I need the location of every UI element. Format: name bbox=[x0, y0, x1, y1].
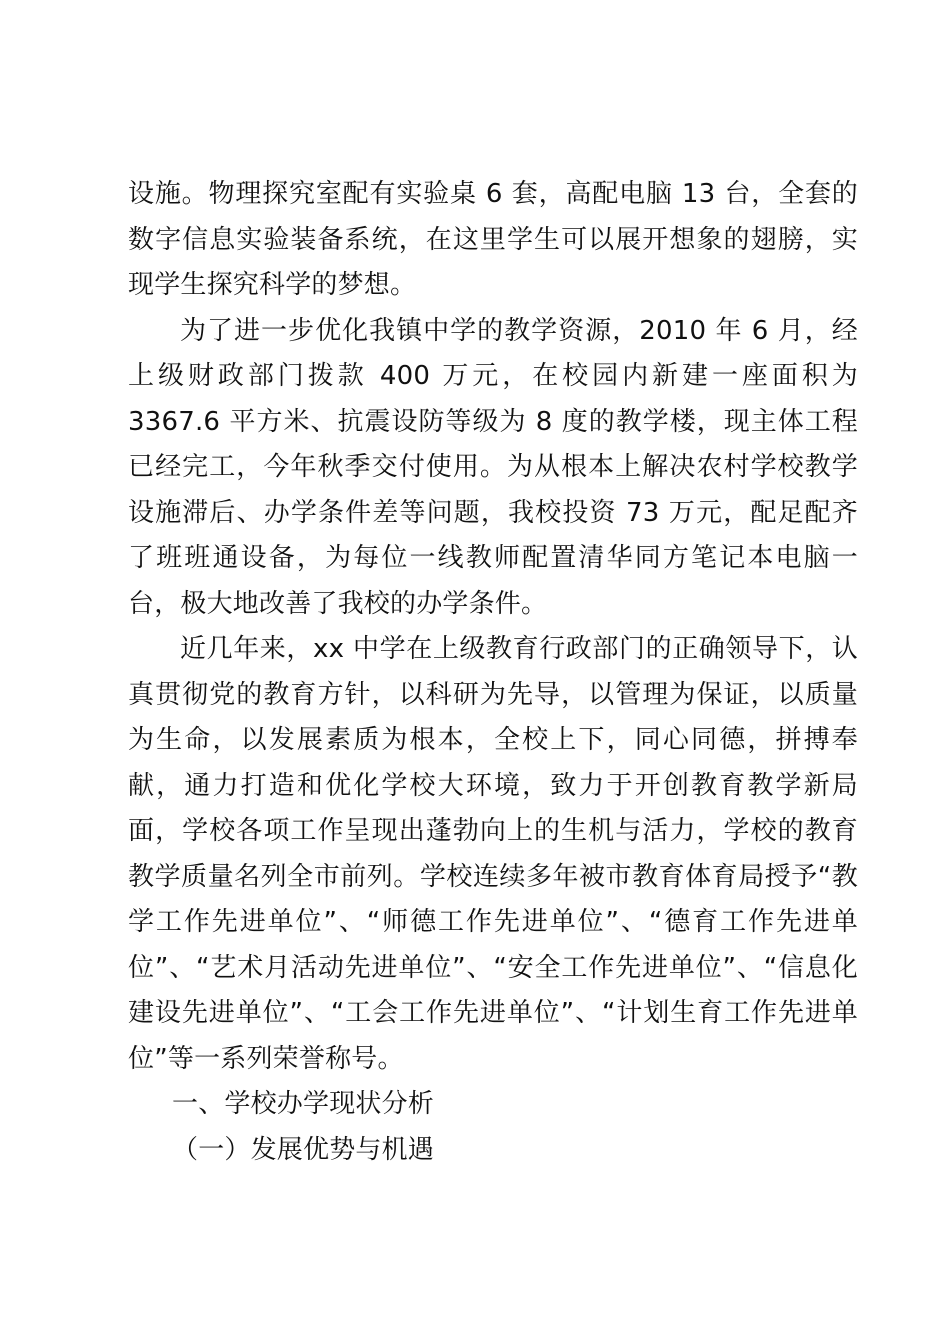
subsection-heading: （一）发展优势与机遇 bbox=[172, 1134, 435, 1165]
paragraph-facilities: 设施。物理探究室配有实验桌 6 套，高配电脑 13 台，全套的数字信息实验装备系统，在这里学生可以展开想象的翅膀，实现学生探究科学的梦想。 bbox=[128, 179, 858, 300]
document-body bbox=[128, 172, 858, 1173]
paragraph-teaching-building: 为了进一步优化我镇中学的教学资源，2010 年 6 月，经上级财政部门拨款 400 万元，在校园内新建一座面积为 3367.6 平方米、抗震设防等级为 8 度的教学楼，现主体工程已经完工，今年秋季交付使用。为从根本上解决农村学校教学设施滞后、办学条件差等问题，我校投资 73 万元，配足配齐了班班通设备，为每位一线教师配置清华同方笔记本电脑一台，极大地改善了我校的办学条件。 bbox=[128, 315, 858, 619]
paragraph-school-honors: 近几年来，xx 中学在上级教育行政部门的正确领导下，认真贯彻党的教育方针，以科研为先导，以管理为保证，以质量为生命，以发展素质为根本，全校上下，同心同德，拼搏奉献，通力打造和优化学校大环境，致力于开创教育教学新局面，学校各项工作呈现出蓬勃向上的生机与活力，学校的教育教学质量名列全市前列。学校连续多年被市教育体育局授予“教学工作先进单位”、“师德工作先进单位”、“德育工作先进单位”、“艺术月活动先进单位”、“安全工作先进单位”、“信息化建设先进单位”、“工会工作先进单位”、“计划生育工作先进单位”等一系列荣誉称号。 bbox=[128, 634, 858, 1074]
section-heading: 一、学校办学现状分析 bbox=[172, 1089, 435, 1119]
